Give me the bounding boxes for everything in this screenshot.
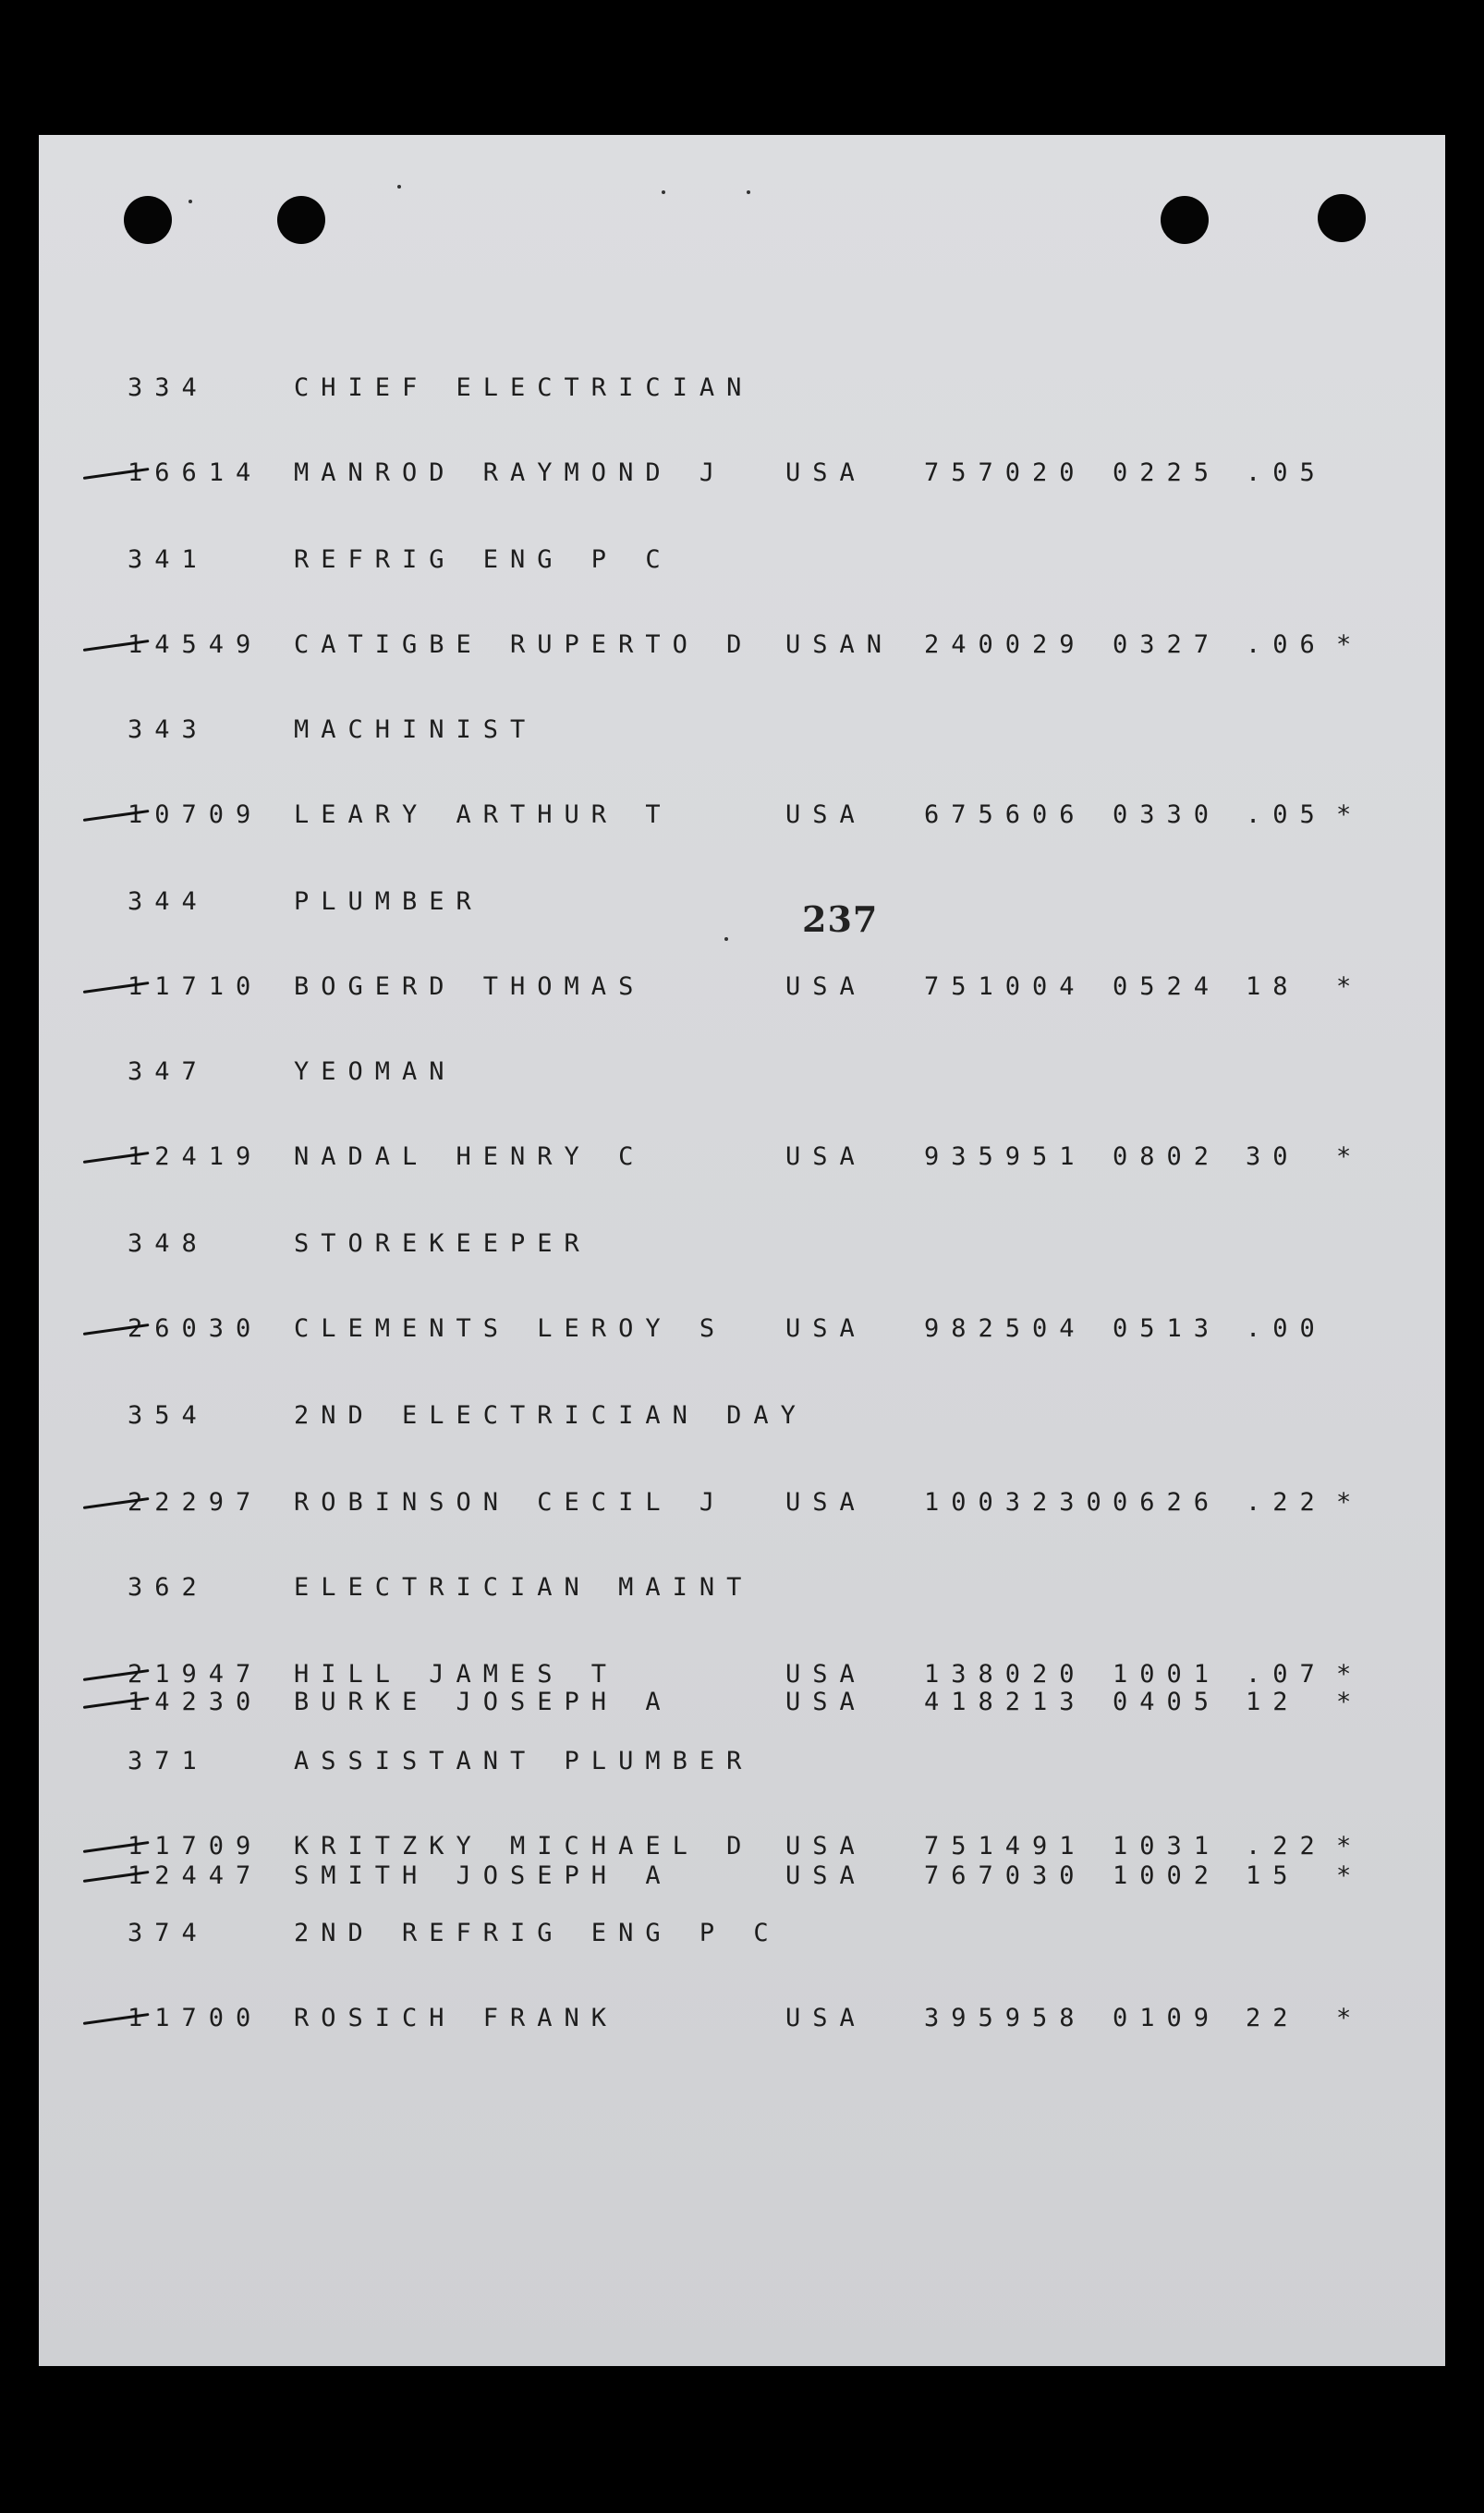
star-mark: * [1336,1142,1364,1171]
record-number: 675606 [924,800,1087,829]
roster-row [39,458,1445,492]
date-code: 0109 [1113,2004,1222,2032]
value-code: 15 [1246,1861,1300,1890]
section-title: ASSISTANT PLUMBER [294,1747,754,1775]
employee-id: 11710 [128,972,263,1001]
employee-name: CATIGBE RUPERTO D [294,630,754,659]
section-code: 341 [128,545,209,574]
value-code: 22 [1246,2004,1300,2032]
date-code: 0330 [1113,800,1222,829]
section-code: 348 [128,1229,209,1258]
roster-row [39,1861,1445,1895]
record-number: 1003230 [924,1488,1113,1517]
employee-name: ROSICH FRANK [294,2004,619,2032]
employee-name: KRITZKY MICHAEL D [294,1832,754,1860]
record-number: 138020 [924,1660,1087,1689]
roster-row [39,2004,1445,2037]
roster-row [39,1832,1445,1865]
employee-id: 26030 [128,1314,263,1343]
section-header [39,887,1445,921]
record-number: 767030 [924,1861,1087,1890]
citizenship: USAN [785,630,894,659]
citizenship: USA [785,972,867,1001]
employee-id: 11700 [128,2004,263,2032]
roster-row [39,630,1445,664]
citizenship: USA [785,1861,867,1890]
section-title: CHIEF ELECTRICIAN [294,373,754,402]
section-code: 347 [128,1057,209,1086]
value-code: .00 [1246,1314,1327,1343]
paper-sheet [39,135,1445,2366]
citizenship: USA [785,1488,867,1517]
value-code: .05 [1246,800,1327,829]
section-title: YEOMAN [294,1057,456,1086]
section-header [39,1919,1445,1952]
speck [662,190,665,194]
roster-row [39,1688,1445,1721]
date-code: 0225 [1113,458,1222,487]
record-number: 935951 [924,1142,1087,1171]
section-title: MACHINIST [294,715,538,744]
punch-hole-3 [1161,196,1209,244]
employee-id: 16614 [128,458,263,487]
employee-id: 10709 [128,800,263,829]
date-code: 1001 [1113,1660,1222,1689]
value-code: .05 [1246,458,1327,487]
record-number: 751491 [924,1832,1087,1860]
section-header [39,1747,1445,1780]
section-header [39,1573,1445,1606]
section-title: 2ND ELECTRICIAN DAY [294,1401,808,1430]
citizenship: USA [785,800,867,829]
value-code: 18 [1246,972,1300,1001]
employee-name: BOGERD THOMAS [294,972,646,1001]
punch-hole-1 [124,196,172,244]
date-code: 0327 [1113,630,1222,659]
citizenship: USA [785,1688,867,1716]
section-header [39,1401,1445,1434]
employee-id: 11709 [128,1832,263,1860]
employee-id: 12447 [128,1861,263,1890]
section-code: 371 [128,1747,209,1775]
employee-name: HILL JAMES T [294,1660,619,1689]
citizenship: USA [785,1142,867,1171]
page-number-stamp: 237 [802,898,879,940]
star-mark: * [1336,1688,1364,1716]
roster-row [39,1314,1445,1348]
employee-name: SMITH JOSEPH A [294,1861,673,1890]
speck [747,190,750,194]
employee-name: CLEMENTS LEROY S [294,1314,727,1343]
date-code: 1031 [1113,1832,1222,1860]
record-number: 751004 [924,972,1087,1001]
roster-row [39,1142,1445,1176]
citizenship: USA [785,2004,867,2032]
date-code: 0802 [1113,1142,1222,1171]
section-title: 2ND REFRIG ENG P C [294,1919,781,1947]
employee-id: 14230 [128,1688,263,1716]
speck [189,200,192,203]
date-code: 0524 [1113,972,1222,1001]
employee-id: 21947 [128,1660,263,1689]
section-header [39,1229,1445,1263]
section-code: 344 [128,887,209,916]
section-header [39,1057,1445,1091]
value-code: .22 [1246,1832,1327,1860]
record-number: 982504 [924,1314,1087,1343]
roster-row [39,972,1445,1006]
value-code: 30 [1246,1142,1300,1171]
date-code: 0405 [1113,1688,1222,1716]
star-mark: * [1336,1660,1364,1689]
record-number: 757020 [924,458,1087,487]
star-mark: * [1336,2004,1364,2032]
citizenship: USA [785,1314,867,1343]
citizenship: USA [785,458,867,487]
speck [724,937,728,941]
employee-name: MANROD RAYMOND J [294,458,727,487]
section-title: PLUMBER [294,887,483,916]
value-code: 12 [1246,1688,1300,1716]
date-code: 0626 [1113,1488,1222,1517]
section-title: ELECTRICIAN MAINT [294,1573,754,1602]
citizenship: USA [785,1832,867,1860]
section-code: 334 [128,373,209,402]
citizenship: USA [785,1660,867,1689]
section-title: REFRIG ENG P C [294,545,673,574]
star-mark: * [1336,630,1364,659]
star-mark: * [1336,972,1364,1001]
value-code: .22 [1246,1488,1327,1517]
star-mark: * [1336,1861,1364,1890]
star-mark: * [1336,1488,1364,1517]
employee-name: LEARY ARTHUR T [294,800,673,829]
value-code: .07 [1246,1660,1327,1689]
record-number: 395958 [924,2004,1087,2032]
section-code: 374 [128,1919,209,1947]
employee-name: ROBINSON CECIL J [294,1488,727,1517]
section-code: 354 [128,1401,209,1430]
date-code: 1002 [1113,1861,1222,1890]
employee-id: 14549 [128,630,263,659]
record-number: 418213 [924,1688,1087,1716]
employee-name: BURKE JOSEPH A [294,1688,673,1716]
section-code: 343 [128,715,209,744]
star-mark: * [1336,1832,1364,1860]
section-header [39,373,1445,407]
employee-name: NADAL HENRY C [294,1142,646,1171]
date-code: 0513 [1113,1314,1222,1343]
star-mark: * [1336,800,1364,829]
record-number: 240029 [924,630,1087,659]
roster-row [39,1488,1445,1521]
punch-hole-2 [277,196,325,244]
value-code: .06 [1246,630,1327,659]
section-title: STOREKEEPER [294,1229,591,1258]
section-header [39,715,1445,749]
section-code: 362 [128,1573,209,1602]
speck [397,185,401,189]
punch-hole-4 [1318,194,1366,242]
employee-id: 22297 [128,1488,263,1517]
section-header [39,545,1445,579]
roster-row [39,800,1445,834]
employee-id: 12419 [128,1142,263,1171]
